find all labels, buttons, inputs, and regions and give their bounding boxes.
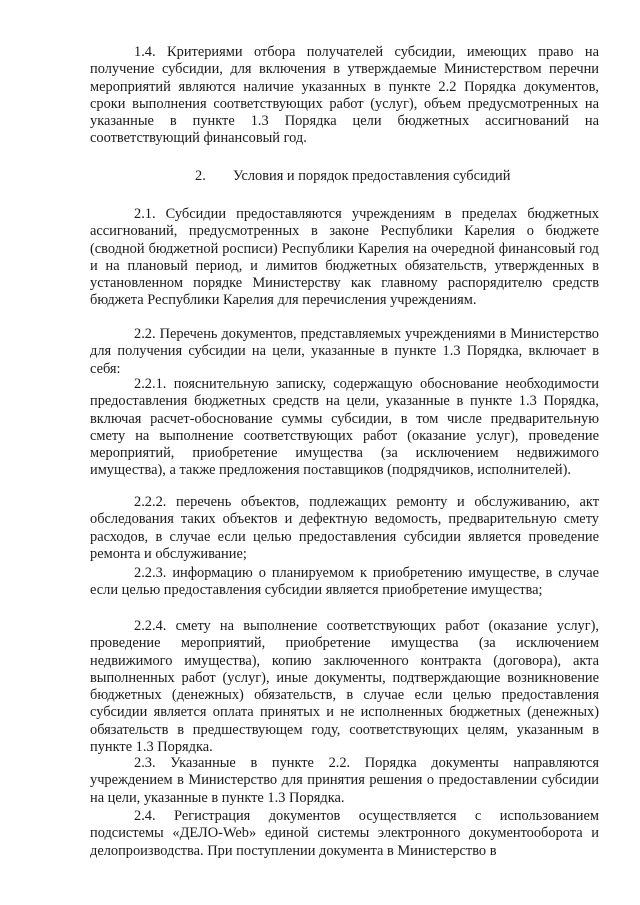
paragraph-2-2-2: 2.2.2. перечень объектов, подлежащих ремонту и обслуживанию, акт обследования таких объектов и дефектную ведомость, предварительную смету расходов, в случае если целью предоставления субсидии является проведение ремонта и обслуживание;	[90, 494, 599, 562]
paragraph-2-1: 2.1. Субсидии предоставляются учреждениям в пределах бюджетных ассигнований, предусмотренных в законе Республики Карелия о бюджете (сводной бюджетной росписи) Республики Карелия на очередной финансовый год и на плановый период, и лимитов бюджетных обязательств, утвержденных в установленном порядке Министерству как главному распорядителю средств бюджета Республики Карелия для перечисления учреждениям.	[90, 206, 599, 309]
paragraph-2-2-3: 2.2.3. информацию о планируемом к приобретению имуществе, в случае если целью предоставления субсидии является приобретение имущества;	[90, 565, 599, 599]
section-number: 2.	[195, 168, 206, 184]
paragraph-2-3: 2.3. Указанные в пункте 2.2. Порядка документы направляются учреждением в Министерство для принятия решения о предоставлении субсидии на цели, указанные в пункте 1.3 Порядка.	[90, 755, 599, 806]
paragraph-2-2-1: 2.2.1. пояснительную записку, содержащую обоснование необходимости предоставления бюджетных средств на цели, указанные в пункте 1.3 Порядка, включая расчет-обоснование суммы субсидии, в том числе предварительную смету на выполнение соответствующих работ (оказание услуг), проведение мероприятий, приобретение имущества (за исключением недвижимого имущества), а также предложения поставщиков (подрядчиков, исполнителей).	[90, 376, 599, 479]
paragraph-1-4: 1.4. Критериями отбора получателей субсидии, имеющих право на получение субсидии, для включения в утверждаемые Министерством перечни мероприятий являются наличие указанных в пункте 2.2 Порядка документов, сроки выполнения соответствующих работ (услуг), объем предусмотренных на указанные в пункте 1.3 Порядка цели бюджетных ассигнований на соответствующий финансовый год.	[90, 44, 599, 147]
paragraph-2-2-block	[90, 326, 599, 378]
paragraph-2-2-4: 2.2.4. смету на выполнение соответствующих работ (оказание услуг), проведение мероприятий, приобретение имущества (за исключением недвижимого имущества), копию заключенного контракта (договора), акта выполненных работ (услуг), иные документы, подтверждающие возникновение бюджетных (денежных) обязательств, в случае если целью предоставления субсидии является оплата принятых и не исполненных бюджетных (денежных) обязательств в предшествующем году, соответствующих целям, указанным в пункте 1.3 Порядка.	[90, 618, 599, 756]
paragraph-2-2-4-block	[90, 618, 599, 756]
paragraph-2-2-1-block	[90, 376, 599, 480]
paragraph-2-2-2-block	[90, 494, 599, 563]
paragraph-2-4: 2.4. Регистрация документов осуществляется с использованием подсистемы «ДЕЛО-Web» единой системы электронного документооборота и делопроизводства. При поступлении документа в Министерство в	[90, 808, 599, 859]
paragraph-2-4-block	[90, 808, 599, 860]
paragraph-2-2-3-block	[90, 565, 599, 600]
paragraph-2-2: 2.2. Перечень документов, представляемых учреждениями в Министерство для получения субсидии на цели, указанные в пункте 1.3 Порядка, включает в себя:	[90, 326, 599, 377]
section-title: Условия и порядок предоставления субсидий	[233, 168, 511, 184]
paragraph-2-3-block	[90, 755, 599, 807]
paragraph-1-4-block	[90, 44, 599, 148]
paragraph-2-1-block	[90, 206, 599, 310]
